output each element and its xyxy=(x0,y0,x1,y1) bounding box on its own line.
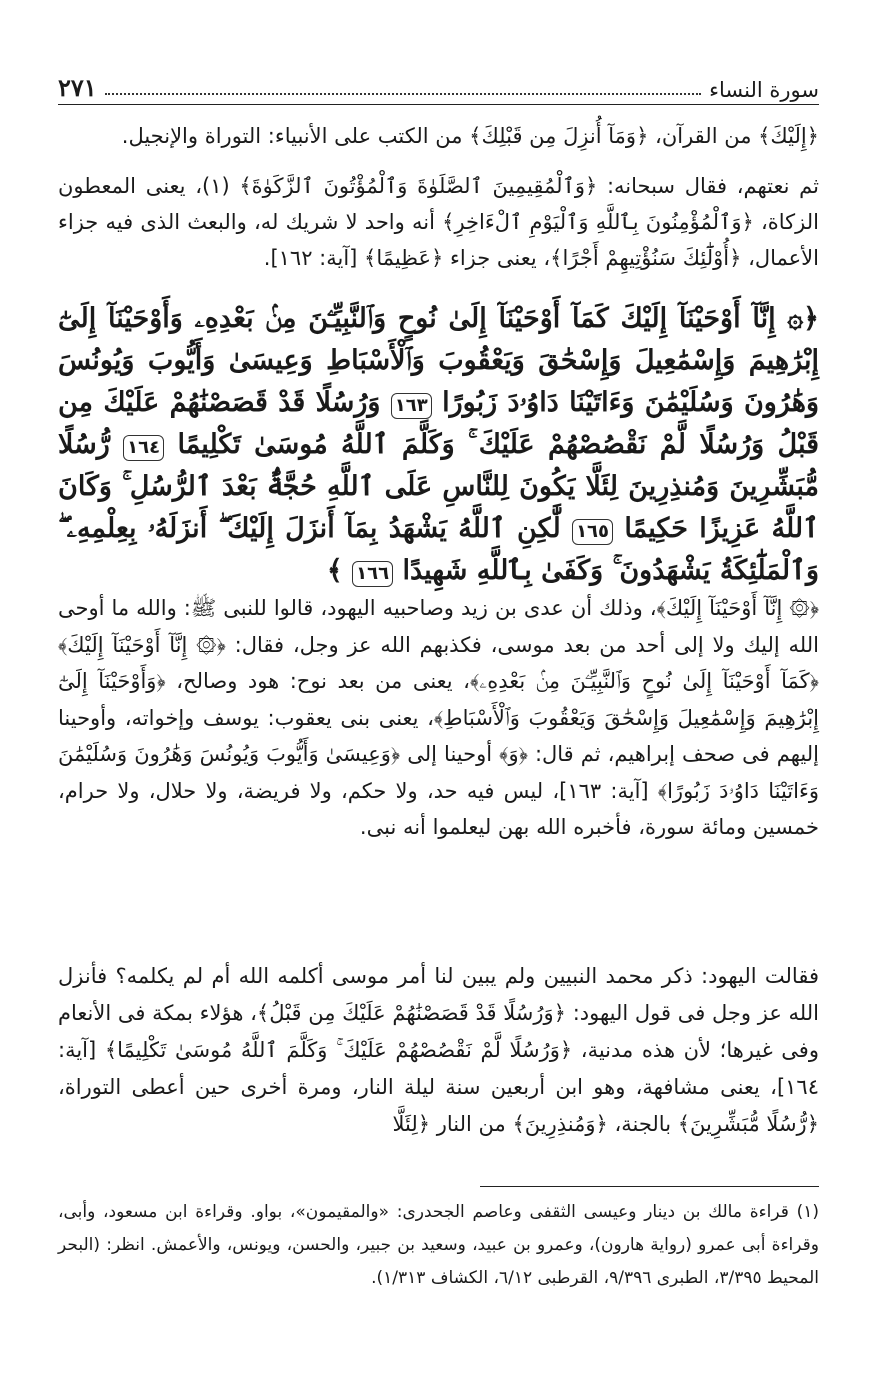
ayah-number-164: ١٦٤ xyxy=(123,435,164,461)
verse-164: وَرُسُلًا قَدْ قَصَصْنَٰهُمْ عَلَيْكَ مِن قَبْلُ وَرُسُلًا لَّمْ نَقْصُصْهُمْ عَلَيْكَ ۚ وَكَلَّمَ ٱللَّهُ مُوسَىٰ تَكْلِيمًا xyxy=(58,387,819,460)
header-rule xyxy=(58,104,819,105)
commentary-paragraph-2: فقالت اليهود: ذكر محمد النبيين ولم يبين لنا أمر موسى أكلمه الله أم لم يكلمه؟ فأنزل الله عز وجل فى قول اليهود: ﴿وَرُسُلًا قَدْ قَصَصْنَٰهُمْ عَلَيْكَ مِن قَبْلُ﴾، هؤلاء بمكة فى الأنعام وفى غيرها؛ لأن هذه مدنية، ﴿وَرُسُلًا لَّمْ نَقْصُصْهُمْ عَلَيْكَ ۚ وَكَلَّمَ ٱللَّهُ مُوسَىٰ تَكْلِيمًا﴾ [آية: ١٦٤]، يعنى مشافهة، وهو ابن أربعين سنة ليلة النار، ومرة أخرى حين أعطى التوراة، ﴿رُّسُلًا مُّبَشِّرِينَ﴾ بالجنة، ﴿وَمُنذِرِينَ﴾ من النار ﴿لِئَلَّا xyxy=(58,964,819,1136)
footnote xyxy=(58,1196,819,1295)
ayah-number-165: ١٦٥ xyxy=(572,519,613,545)
verse-163: إِنَّآ أَوْحَيْنَآ إِلَيْكَ كَمَآ أَوْحَيْنَآ إِلَىٰ نُوحٍ وَٱلنَّبِيِّـۧنَ مِنۢ بَعْدِهِۦ وَأَوْحَيْنَآ إِلَىٰٓ إِبْرَٰهِيمَ وَإِسْمَٰعِيلَ وَإِسْحَٰقَ وَيَعْقُوبَ وَٱلْأَسْبَاطِ وَعِيسَىٰ وَأَيُّوبَ وَيُونُسَ وَهَٰرُونَ وَسُلَيْمَٰنَ وَءَاتَيْنَا دَاوُۥدَ زَبُورًا xyxy=(58,303,819,418)
intro-commentary xyxy=(58,118,819,276)
intro-paragraph-2: ثم نعتهم، فقال سبحانه: ﴿وَٱلْمُقِيمِينَ ٱلصَّلَوٰةَ وَٱلْمُؤْتُونَ ٱلزَّكَوٰةَ﴾ (١)، يعنى المعطون الزكاة، ﴿وَٱلْمُؤْمِنُونَ بِٱللَّهِ وَٱلْيَوْمِ ٱلْءَاخِرِ﴾ أنه واحد لا شريك له، والبعث الذى فيه جزاء الأعمال، ﴿أُوْلَٰٓئِكَ سَنُؤْتِيهِمْ أَجْرًا﴾، يعنى جزاء ﴿عَظِيمًا﴾ [آية: ١٦٢]. xyxy=(58,174,819,270)
footnote-rule xyxy=(480,1186,819,1187)
running-header xyxy=(58,62,819,102)
commentary-section-1 xyxy=(58,590,819,846)
closing-bracket-ornament: ﴾ xyxy=(326,555,343,586)
verse-166: لَّٰكِنِ ٱللَّهُ يَشْهَدُ بِمَآ أَنزَلَ إِلَيْكَ ۖ أَنزَلَهُۥ بِعِلْمِهِۦ ۖ وَٱلْمَلَٰٓئِكَةُ يَشْهَدُونَ ۚ وَكَفَىٰ بِٱللَّهِ شَهِيدًا xyxy=(58,513,819,586)
page-number: ٢٧١ xyxy=(58,73,97,102)
surah-title: سورة النساء xyxy=(709,78,819,102)
ayah-number-166: ١٦٦ xyxy=(352,561,393,587)
dotted-leader xyxy=(105,93,701,95)
opening-bracket-ornament: ﴿۞ xyxy=(787,303,819,334)
footnote-text: (١) قراءة مالك بن دينار وعيسى الثقفى وعاصم الجحدرى: «والمقيمون»، بواو. وقراءة ابن مسعود، وأبى، وقراءة أبى عمرو (رواية هارون)، وعمرو بن عبيد، وسعيد بن جبير، والحسن، ويونس، والأعمش. انظر: (البحر المحيط ٣/٣٩٥، الطبرى ٩/٣٩٦، القرطبى ٦/١٢، الكشاف ١/٣١٣). xyxy=(58,1202,819,1288)
ayah-number-163: ١٦٣ xyxy=(391,393,432,419)
intro-paragraph-1: ﴿إِلَيْكَ﴾ من القرآن، ﴿وَمَآ أُنزِلَ مِن قَبْلِكَ﴾ من الكتب على الأنبياء: التوراة والإنجيل. xyxy=(121,124,819,148)
commentary-paragraph-1: ﴿۞ إِنَّآ أَوْحَيْنَآ إِلَيْكَ﴾، وذلك أن عدى بن زيد وصاحبيه اليهود، قالوا للنبى ﷺ: والله ما أوحى الله إليك ولا إلى أحد من بعد موسى، فكذبهم الله عز وجل، فقال: ﴿۞ إِنَّآ أَوْحَيْنَآ إِلَيْكَ﴾ ﴿كَمَآ أَوْحَيْنَآ إِلَىٰ نُوحٍ وَٱلنَّبِيِّـۧنَ مِنۢ بَعْدِهِۦ﴾، يعنى من بعد نوح: هود وصالح، ﴿وَأَوْحَيْنَآ إِلَىٰٓ إِبْرَٰهِيمَ وَإِسْمَٰعِيلَ وَإِسْحَٰقَ وَيَعْقُوبَ وَٱلْأَسْبَاطِ﴾، يعنى بنى يعقوب: يوسف وإخواته، وأوحينا إليهم فى صحف إبراهيم، ثم قال: ﴿وَ﴾ أوحينا إلى ﴿وَعِيسَىٰ وَأَيُّوبَ وَيُونُسَ وَهَٰرُونَ وَسُلَيْمَٰنَ وَءَاتَيْنَا دَاوُۥدَ زَبُورًا﴾ [آية: ١٦٣]، ليس فيه حد، ولا حكم، ولا فريضة، ولا حلال، ولا حرام، خمسين ومائة سورة، فأخبره الله بهن ليعلموا أنه نبى. xyxy=(58,596,819,839)
commentary-section-2 xyxy=(58,958,819,1143)
verse-165: رُّسُلًا مُّبَشِّرِينَ وَمُنذِرِينَ لِئَلَّا يَكُونَ لِلنَّاسِ عَلَى ٱللَّهِ حُجَّةٌۢ بَعْدَ ٱلرُّسُلِ ۚ وَكَانَ ٱللَّهُ عَزِيزًا حَكِيمًا xyxy=(58,429,819,544)
quran-verses-block xyxy=(58,298,819,592)
